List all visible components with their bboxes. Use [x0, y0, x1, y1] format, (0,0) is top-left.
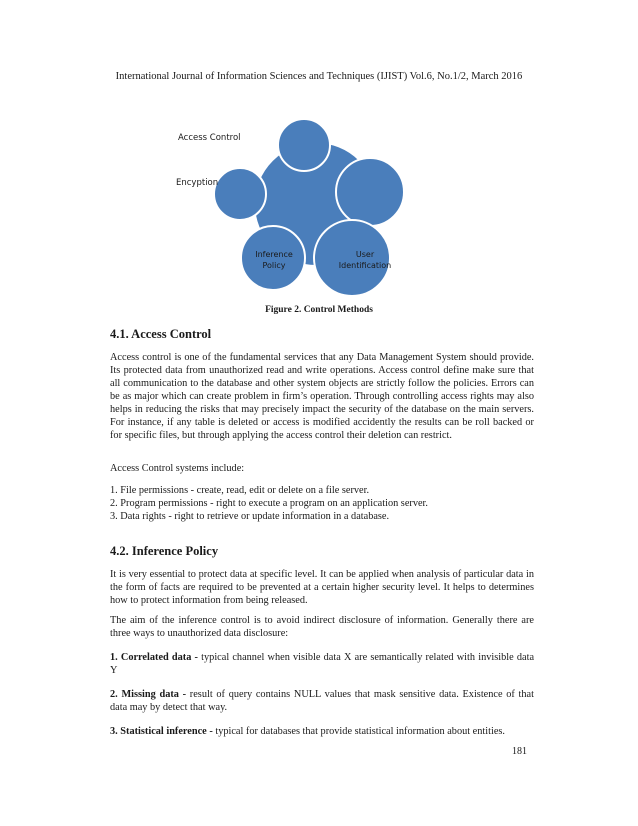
section-4-2-heading: 4.2. Inference Policy — [110, 544, 219, 558]
item-title: 3. Statistical inference - — [110, 726, 213, 737]
control-methods-diagram — [0, 0, 638, 300]
inference-label-line1: Inference — [255, 250, 293, 259]
encryption-label: Encyption — [176, 178, 219, 188]
item-title: 2. Missing data - — [110, 689, 187, 700]
user-label-line1: User — [355, 250, 375, 259]
list-item: 3. Data rights - right to retrieve or update information in a database. — [110, 511, 390, 522]
list-item: 1. File permissions - create, read, edit or delete on a file server. — [110, 485, 370, 496]
item-text: typical for databases that provide statistical information about entities. — [212, 726, 506, 737]
section-4-2-paragraph-1: It is very essential to protect data at specific level. It can be applied when analysis of particular data in the form of facts are required to be prevented at a certain higher security level. It helps to determines how to protect information from being released. — [110, 569, 534, 606]
running-header: International Journal of Information Sciences and Techniques (IJIST) Vol.6, No.1/2, March 2016 — [115, 71, 523, 82]
user-identification-circle — [314, 220, 390, 296]
section-4-1-paragraph-2: Access Control systems include: — [110, 463, 245, 474]
page-number: 181 — [512, 746, 527, 757]
item-title: 1. Correlated data - — [110, 652, 198, 663]
inference-item-missing — [110, 688, 534, 714]
section-4-2-paragraph-2: The aim of the inference control is to avoid indirect disclosure of information. Generally there are three ways to unauthorized data disclosure: — [110, 615, 534, 639]
inference-label-line2: Policy — [262, 261, 286, 270]
top-circle — [278, 119, 330, 171]
right-circle — [336, 158, 404, 226]
section-4-1-paragraph-1: Access control is one of the fundamental services that any Data Management System should provide. Its protected data from unauthorized read and write operations. Access control define make sure that all communication to the database and other system objects are strictly follow the policies. Errors can be as major which can create problem in firm’s operation. Through controlling access rights may also helps in reducing the risks that may precisely impact the security of the database on the main servers. For instance, if any table is deleted or access is modified accidently the results can be roll backed or for specific files, but through applying the access control their deletion can restrict. — [110, 352, 534, 441]
item-text: typical channel when visible data X are semantically related with invisible data Y — [110, 652, 535, 676]
inference-item-correlated — [110, 651, 534, 677]
section-4-1-heading: 4.1. Access Control — [110, 327, 212, 341]
figure-caption: Figure 2. Control Methods — [265, 305, 373, 315]
list-item: 2. Program permissions - right to execute a program on an application server. — [110, 498, 428, 509]
item-text: result of query contains NULL values that mask sensitive data. Existence of that data may by detect that way. — [110, 689, 534, 713]
access-control-list — [110, 484, 534, 523]
user-label-line2: Identification — [338, 261, 392, 270]
access-control-label: Access Control — [178, 133, 241, 143]
left-circle — [214, 168, 266, 220]
inference-item-statistical — [110, 725, 534, 738]
